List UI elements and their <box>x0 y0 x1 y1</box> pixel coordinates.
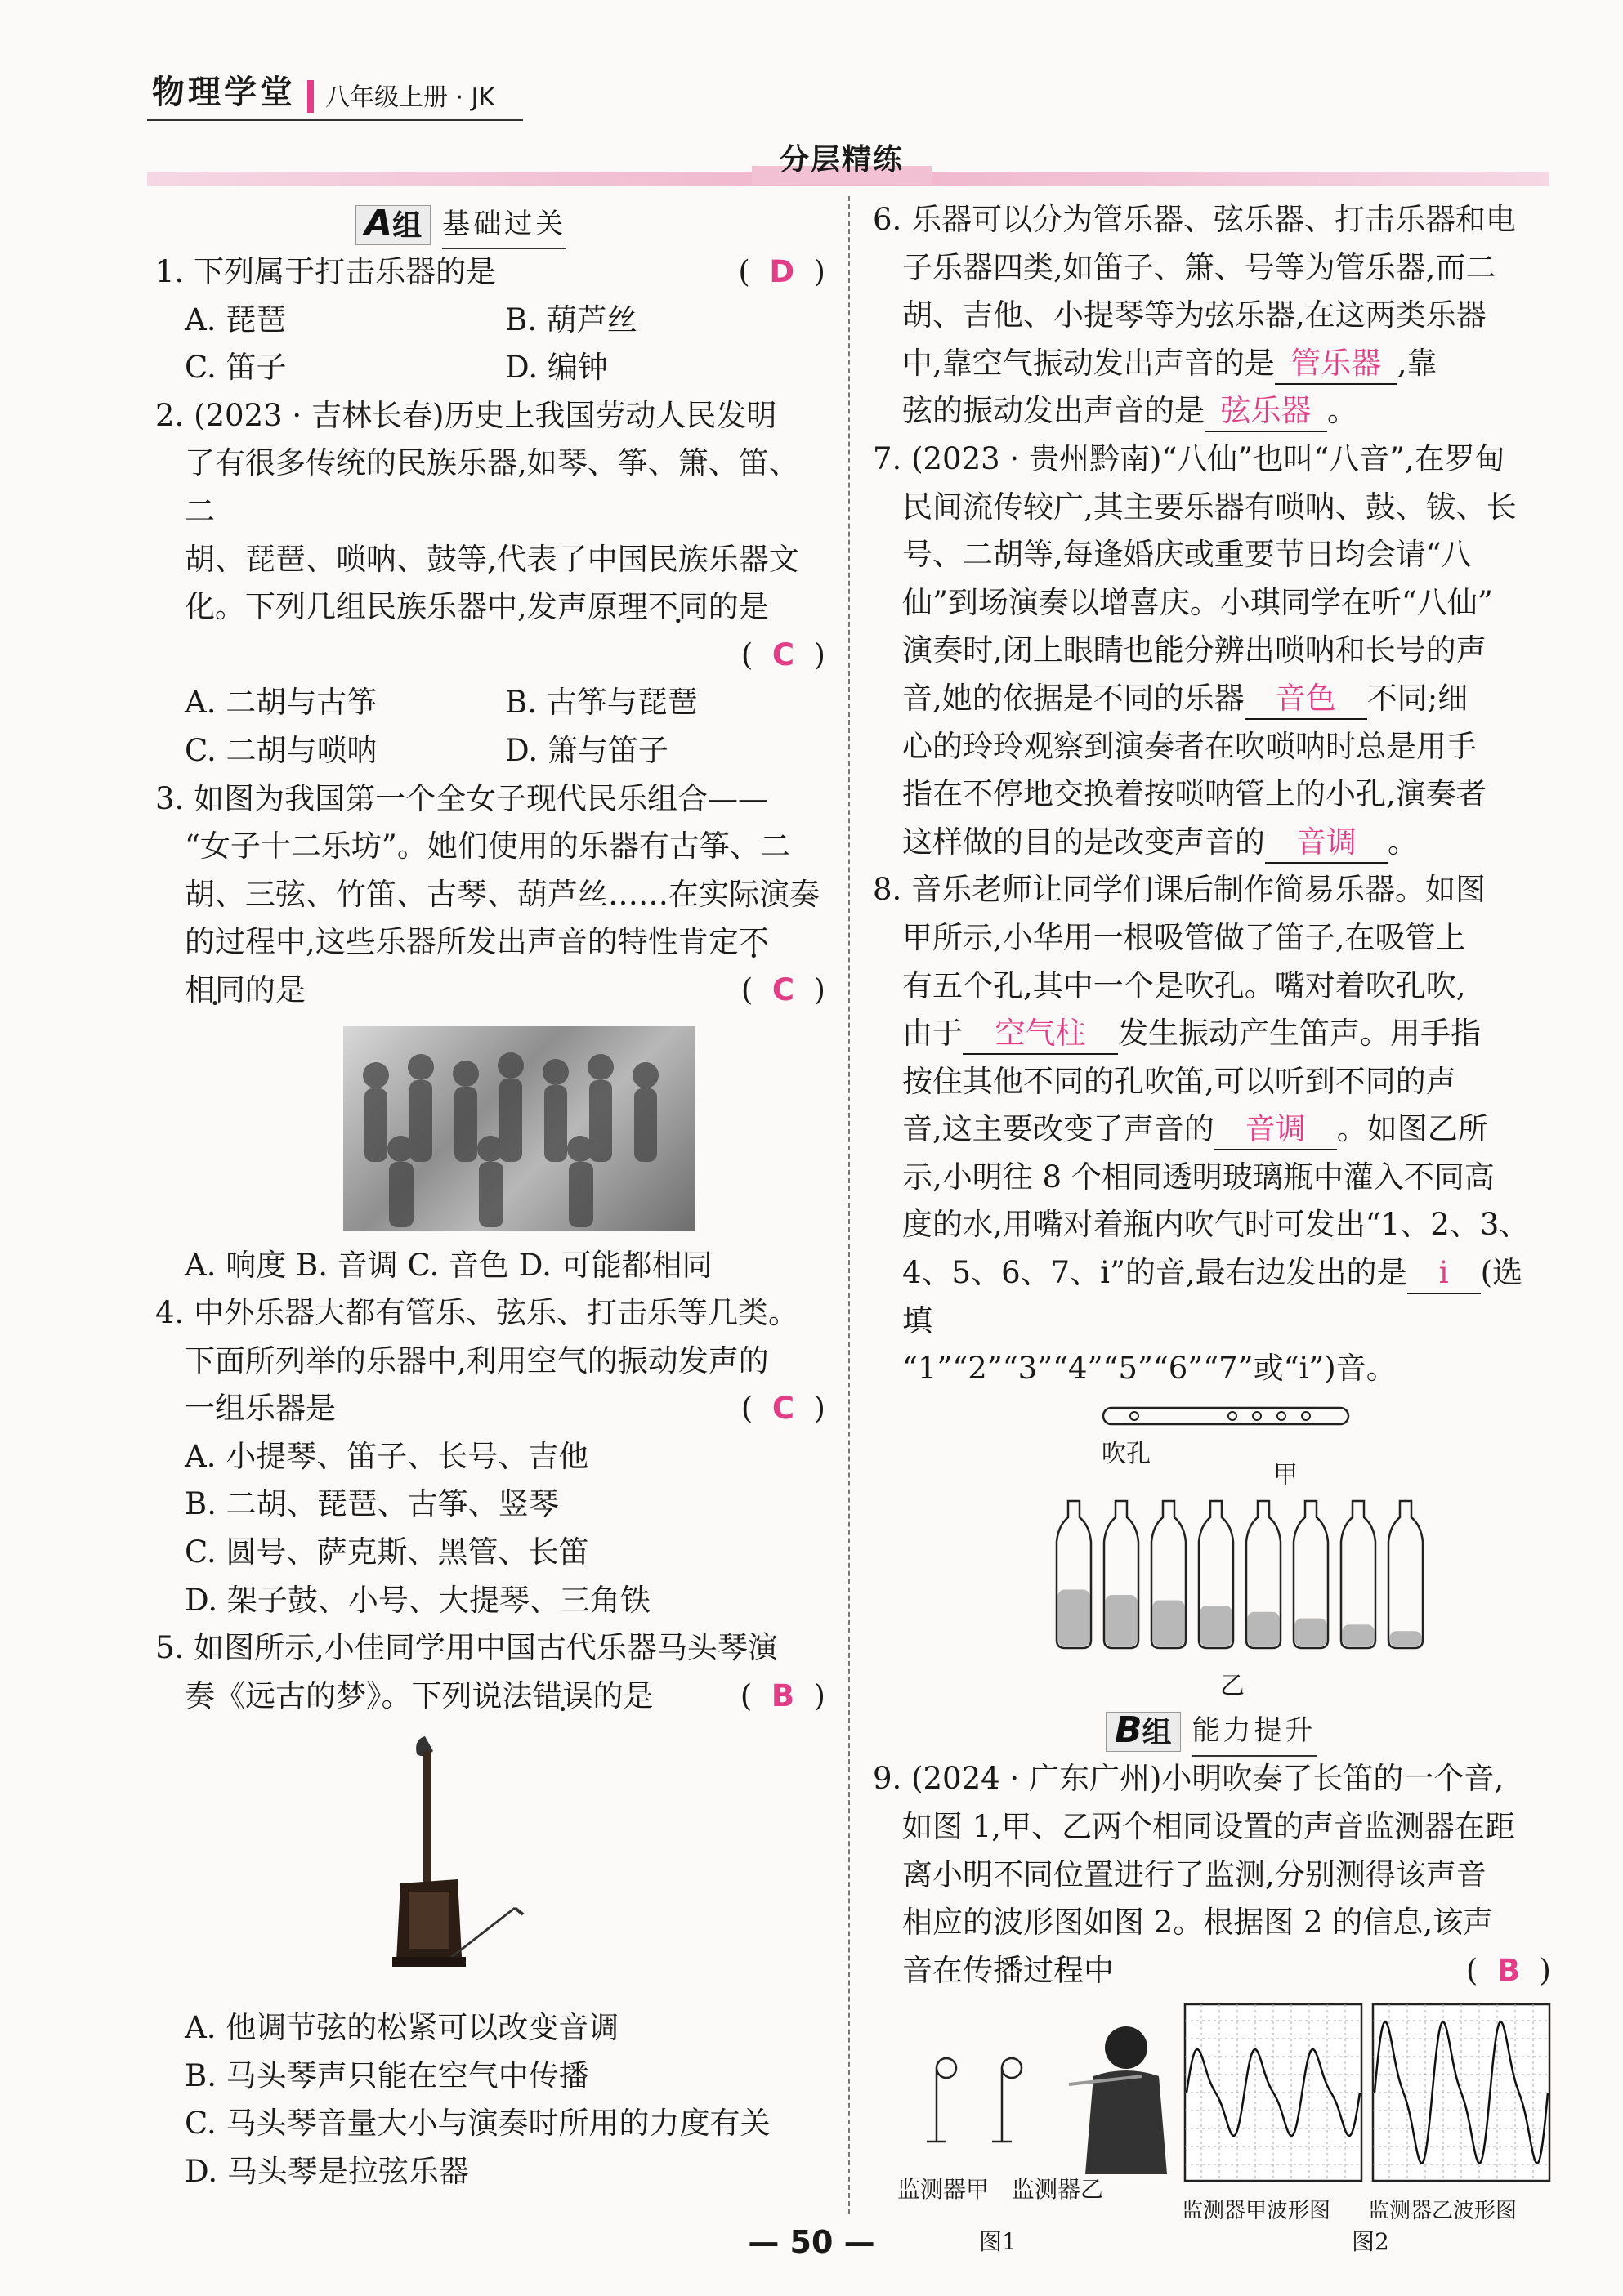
monitor-b-label: 监测器乙 <box>1012 2176 1104 2204</box>
morin-khuur-icon <box>376 1728 588 1990</box>
group-a-tag: A组 <box>355 205 431 245</box>
bottle-1 <box>1057 1501 1091 1648</box>
question-6: 6. 乐器可以分为管乐器、弦乐器、打击乐器和电 子乐器四类,如笛子、箫、号等为管乐器,而二 胡、吉他、小提琴等为弦乐器,在这两类乐器 中,靠空气振动发出声音的是 管乐器 ,靠 弦的振动发出声音的是 弦乐器 。 <box>873 196 1551 436</box>
header-underline <box>147 119 523 121</box>
brand-title: 物理学堂 <box>152 73 296 111</box>
q4-answer: C <box>771 1391 795 1427</box>
bottle-7 <box>1341 1501 1375 1648</box>
q8-blank-1[interactable]: 空气柱 <box>963 1014 1118 1055</box>
right-column <box>873 196 1551 2256</box>
question-7: 7. (2023 · 贵州黔南)“八仙”也叫“八音”,在罗甸 民间流传较广,其主要乐器有唢呐、鼓、钹、长 号、二胡等,每逢婚庆或重要节日均会请“八 仙”到场演奏以增喜庆。小琪同学在听“八仙” 演奏时,闭上眼睛也能分辨出唢呐和长号的声 音,她的依据是不同的乐器 音色 不同;细 心的玲玲观察到演奏者在吹唢呐时总是用手 指在不停地交换着按唢呐管上的小孔,演奏者 这样做的目的是改变声音的 音调 。 <box>873 436 1551 866</box>
musicians-silhouettes <box>343 1026 695 1231</box>
figure-yi-caption: 乙 <box>1220 1672 1245 1701</box>
q2-answer: C <box>771 637 795 672</box>
question-2: 2. (2023 · 吉林长春)历史上我国劳动人民发明 了有很多传统的民族乐器,如琴、筝、箫、笛、二 胡、琵琶、唢呐、鼓等,代表了中国民族乐器文 化。下列几组民族乐器中,发声原理不同的是 ( C ) A. 二胡与古筝 B. 古筝与琵琶 C. 二胡与唢呐 D. 箫与笛子 <box>155 397 825 768</box>
figure-jia-caption: 甲 <box>1273 1460 1298 1490</box>
waveform-a <box>1183 2003 1363 2182</box>
figure-2-caption: 图2 <box>1352 2228 1389 2256</box>
bottle-6 <box>1294 1501 1328 1648</box>
water-level-4 <box>1200 1606 1232 1646</box>
column-divider <box>848 196 850 2214</box>
water-level-8 <box>1390 1631 1422 1646</box>
q8-blank-3[interactable]: i <box>1407 1253 1481 1294</box>
blow-hole-label: 吹孔 <box>1102 1439 1151 1468</box>
waveform-a-label: 监测器甲波形图 <box>1182 2199 1331 2224</box>
bottle-2 <box>1104 1501 1138 1648</box>
water-level-2 <box>1106 1595 1138 1646</box>
section-title: 分层精练 <box>752 137 932 185</box>
waveform-b-label: 监测器乙波形图 <box>1368 2199 1518 2224</box>
grade-label: 八年级上册 · JK <box>325 83 495 112</box>
water-level-3 <box>1153 1600 1185 1646</box>
bottle-4 <box>1199 1501 1233 1648</box>
water-level-7 <box>1343 1624 1375 1646</box>
q8-blank-2[interactable]: 音调 <box>1214 1110 1337 1150</box>
water-level-5 <box>1248 1612 1280 1646</box>
q6-blank-2[interactable]: 弦乐器 <box>1205 391 1327 432</box>
group-a-heading <box>355 201 825 248</box>
figure-jia <box>1102 1400 1551 1490</box>
group-b-tag: B组 <box>1106 1712 1181 1752</box>
bottle-5 <box>1246 1501 1281 1648</box>
question-1: 1. 下列属于打击乐器的是 ( D ) A. 琵琶 B. 葫芦丝 C. 笛子 D. 编钟 <box>155 254 825 386</box>
question-8: 8. 音乐老师让同学们课后制作简易乐器。如图 甲所示,小华用一根吸管做了笛子,在吸管上 有五个孔,其中一个是吹孔。嘴对着吹孔吹, 由于 空气柱 发生振动产生笛声。用手指 按住其他不同的孔吹笛,可以听到不同的声 音,这主要改变了声音的 音调 。如图乙所 示,小明往 8 个相同透明玻璃瓶中灌入不同高 度的水,用嘴对着瓶内吹气时可发出“1、2、3、 4、5、6、7、i”的音,最右边发出的是 i (选填 “1”“2”“3”“4”“5”“6”“7”或“i”)音。 吹孔 甲 乙 <box>873 866 1551 1703</box>
q7-blank-2[interactable]: 音调 <box>1265 823 1388 864</box>
group-b-heading <box>1106 1708 1551 1755</box>
water-level-1 <box>1058 1589 1090 1646</box>
group-a-title: 基础过关 <box>442 200 566 250</box>
header-accent-bar <box>307 80 314 113</box>
group-b-title: 能力提升 <box>1192 1707 1317 1757</box>
straw-flute-icon <box>1102 1400 1363 1432</box>
figure-yi <box>1048 1493 1551 1704</box>
q6-blank-1[interactable]: 管乐器 <box>1275 344 1397 385</box>
left-column <box>155 196 825 2195</box>
morin-khuur-figure <box>376 1728 825 2004</box>
bottle-8 <box>1388 1501 1423 1648</box>
monitors-and-flutist <box>873 2019 1183 2182</box>
q3-answer: C <box>771 972 795 1007</box>
bottles-figure <box>1048 1493 1441 1656</box>
question-3: 3. 如图为我国第一个全女子现代民乐组合—— “女子十二乐坊”。她们使用的乐器有古筝、二 胡、三弦、竹笛、古琴、葫芦丝……在实际演奏 的过程中,这些乐器所发出声音的特性肯定不 相同的是 ( C ) A. 响度 B. 音调 C. 音色 D. 可能都相同 <box>155 775 825 1290</box>
q1-answer: D <box>769 254 795 289</box>
question-4: 4. 中外乐器大都有管乐、弦乐、打击乐等几类。 下面所列举的乐器中,利用空气的振动发声的 一组乐器是 ( C ) A. 小提琴、笛子、长号、吉他 B. 二胡、琵琶、古筝、竖琴 C. 圆号、萨克斯、黑管、长笛 D. 架子鼓、小号、大提琴、三角铁 <box>155 1295 825 1618</box>
question-5: 5. 如图所示,小佳同学用中国古代乐器马头琴演 奏《远古的梦》。下列说法错误的是 ( B ) A. 他调节弦的松紧可以改变音调 B. 马头琴声只能在空气中传播 C. 马头琴音量大小与演奏时所用的力度有关 D. 马头琴是拉弦乐器 <box>155 1630 825 2189</box>
bottle-3 <box>1151 1501 1186 1648</box>
question-9: 9. (2024 · 广东广州)小明吹奏了长笛的一个音, 如图 1,甲、乙两个相同设置的声音监测器在距 离小明不同位置进行了监测,分别测得该声音 相应的波形图如图 2。根据图 2 的信息,该声 音在传播过程中 ( B ) 监测器甲 监测器乙 图1 监测器甲波形图 监测器乙波形图 图2 <box>873 1755 1551 2248</box>
q3-options: A. 响度 B. 音调 C. 音色 D. 可能都相同 <box>185 1247 713 1283</box>
q5-answer: B <box>771 1677 795 1713</box>
page-header <box>152 70 494 113</box>
figure-1-caption: 图1 <box>979 2228 1017 2256</box>
monitor-a-label: 监测器甲 <box>897 2176 990 2204</box>
waveform-b <box>1371 2003 1551 2182</box>
musicians-photo <box>343 1026 695 1231</box>
q9-answer: B <box>1496 1952 1521 1988</box>
water-level-6 <box>1295 1618 1327 1646</box>
q7-blank-1[interactable]: 音色 <box>1245 679 1367 720</box>
page-number: — 50 — <box>748 2224 875 2260</box>
